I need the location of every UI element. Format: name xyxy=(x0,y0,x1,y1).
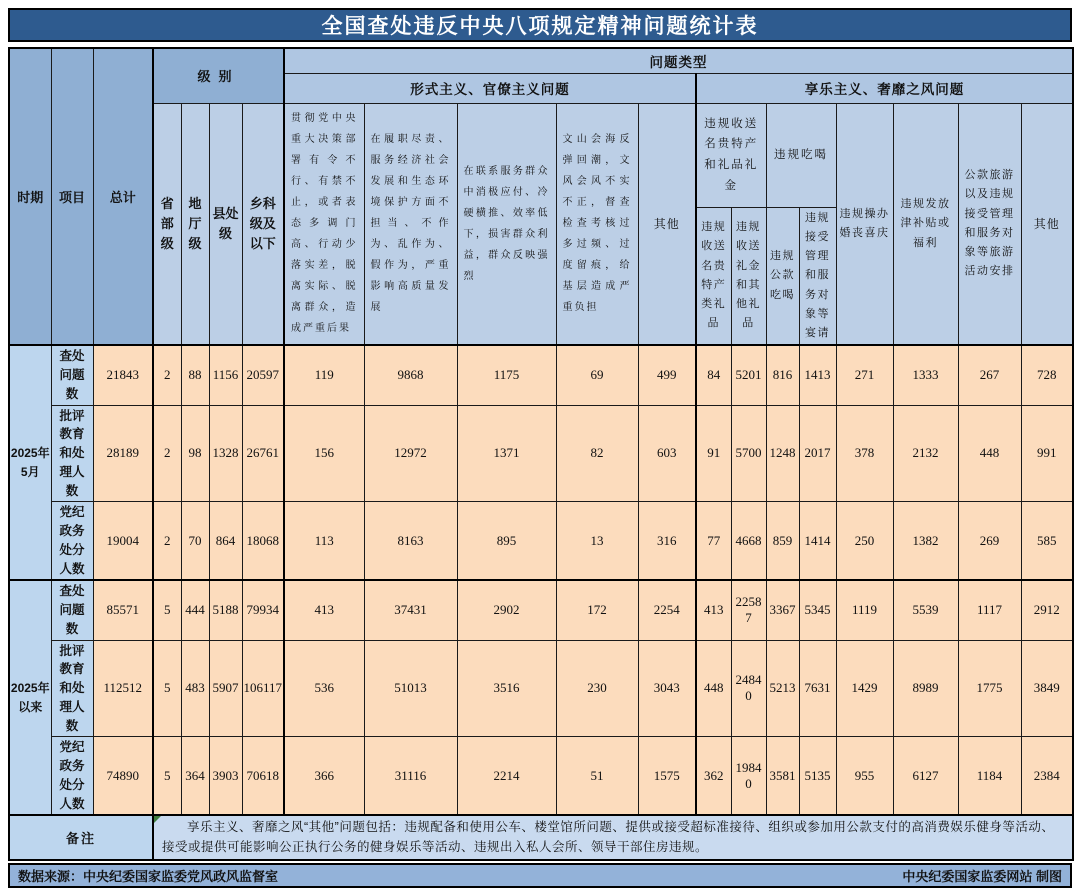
col-group-level: 级别 xyxy=(153,48,284,103)
col-header-gifts-money: 违规收送礼金和其他礼品 xyxy=(731,207,766,345)
note-row xyxy=(9,815,1073,860)
data-cell: 172 xyxy=(556,580,638,640)
data-cell: 991 xyxy=(1021,405,1073,502)
data-cell: 2132 xyxy=(893,405,958,502)
data-cell: 79934 xyxy=(242,580,284,640)
data-cell: 895 xyxy=(457,502,556,581)
data-cell: 2902 xyxy=(457,580,556,640)
data-cell: 362 xyxy=(696,737,731,816)
note-text: 享乐主义、奢靡之风“其他”问题包括：违规配备和使用公车、楼堂馆所问题、提供或接受超标准接待、组织或参加用公款支付的高消费娱乐健身等活动、接受或提供可能影响公正执行公务的健身娱乐等活动、违规出入私人会所、领导干部住房违规。 xyxy=(162,820,1055,854)
data-cell: 106117 xyxy=(242,640,284,737)
data-cell: 26761 xyxy=(242,405,284,502)
data-cell: 1156 xyxy=(209,345,242,405)
data-cell: 8163 xyxy=(364,502,457,581)
data-cell: 2 xyxy=(153,345,181,405)
credit-text: 中央纪委国家监委网站 制图 xyxy=(902,869,1062,884)
data-cell: 3516 xyxy=(457,640,556,737)
data-cell: 1184 xyxy=(958,737,1021,816)
data-cell: 9868 xyxy=(364,345,457,405)
page-title: 全国查处违反中央八项规定精神问题统计表 xyxy=(321,15,759,38)
data-cell: 70618 xyxy=(242,737,284,816)
data-cell: 1575 xyxy=(638,737,696,816)
period-label-may-2025: 2025年5月 xyxy=(9,345,51,580)
data-cell: 8989 xyxy=(893,640,958,737)
col-header-dining-public-funds: 违规公款吃喝 xyxy=(766,207,799,345)
data-cell: 6127 xyxy=(893,737,958,816)
data-cell: 28189 xyxy=(93,405,153,502)
data-cell: 5 xyxy=(153,640,181,737)
data-cell: 448 xyxy=(696,640,731,737)
data-cell: 12972 xyxy=(364,405,457,502)
data-cell: 5188 xyxy=(209,580,242,640)
col-header-level-county: 县处级 xyxy=(209,103,242,345)
data-cell: 728 xyxy=(1021,345,1073,405)
data-cell: 3043 xyxy=(638,640,696,737)
col-header-hedonism-other: 其他 xyxy=(1021,103,1073,345)
data-cell: 2 xyxy=(153,405,181,502)
data-cell: 24840 xyxy=(731,640,766,737)
data-cell: 82 xyxy=(556,405,638,502)
data-cell: 364 xyxy=(181,737,209,816)
row-label: 党纪政务处分人数 xyxy=(51,502,93,581)
data-cell: 603 xyxy=(638,405,696,502)
data-cell: 271 xyxy=(836,345,893,405)
col-group-problem-type: 问题类型 xyxy=(284,48,1073,73)
data-cell: 1117 xyxy=(958,580,1021,640)
data-cell: 2214 xyxy=(457,737,556,816)
col-header-dining-banquets: 违规接受管理和服务对象等宴请 xyxy=(799,207,836,345)
data-cell: 113 xyxy=(284,502,364,581)
data-cell: 5201 xyxy=(731,345,766,405)
data-cell: 5700 xyxy=(731,405,766,502)
data-cell: 585 xyxy=(1021,502,1073,581)
data-cell: 444 xyxy=(181,580,209,640)
note-label: 备注 xyxy=(9,815,153,860)
data-cell: 413 xyxy=(696,580,731,640)
col-header-allowances: 违规发放津补贴或福利 xyxy=(893,103,958,345)
data-cell: 91 xyxy=(696,405,731,502)
data-cell: 5907 xyxy=(209,640,242,737)
row-label: 批评教育和处理人数 xyxy=(51,640,93,737)
data-cell: 119 xyxy=(284,345,364,405)
data-cell: 413 xyxy=(284,580,364,640)
row-label: 查处问题数 xyxy=(51,580,93,640)
data-cell: 21843 xyxy=(93,345,153,405)
data-cell: 5213 xyxy=(766,640,799,737)
col-header-formalism-4: 文山会海反弹回潮，文风会风不实不正，督查检查考核过多过频、过度留痕，给基层造成严重负担 xyxy=(556,103,638,345)
data-cell: 37431 xyxy=(364,580,457,640)
data-cell: 98 xyxy=(181,405,209,502)
data-cell: 4668 xyxy=(731,502,766,581)
data-cell: 2384 xyxy=(1021,737,1073,816)
table-row xyxy=(9,580,1073,640)
data-cell: 1328 xyxy=(209,405,242,502)
data-cell: 1775 xyxy=(958,640,1021,737)
data-cell: 5 xyxy=(153,580,181,640)
data-cell: 5135 xyxy=(799,737,836,816)
data-cell: 499 xyxy=(638,345,696,405)
col-header-formalism-other: 其他 xyxy=(638,103,696,345)
row-label: 批评教育和处理人数 xyxy=(51,405,93,502)
data-cell: 1371 xyxy=(457,405,556,502)
data-cell: 70 xyxy=(181,502,209,581)
data-cell: 1333 xyxy=(893,345,958,405)
data-cell: 483 xyxy=(181,640,209,737)
col-header-formalism-1: 贯彻党中央重大决策部署有令不行、有禁不止，或者表态多调门高、行动少落实差，脱离实际、脱离群众，造成严重后果 xyxy=(284,103,364,345)
footer-bar xyxy=(8,863,1072,888)
col-header-level-township: 乡科级及以下 xyxy=(242,103,284,345)
table-row xyxy=(9,345,1073,405)
data-cell: 1414 xyxy=(799,502,836,581)
table-row xyxy=(9,405,1073,502)
data-cell: 51013 xyxy=(364,640,457,737)
col-header-period: 时期 xyxy=(9,48,51,345)
data-cell: 2017 xyxy=(799,405,836,502)
col-header-gifts-specialty: 违规收送名贵特产类礼品 xyxy=(696,207,731,345)
col-header-public-funded-travel: 公款旅游以及违规接受管理和服务对象等旅游活动安排 xyxy=(958,103,1021,345)
data-cell: 378 xyxy=(836,405,893,502)
data-cell: 5 xyxy=(153,737,181,816)
data-cell: 31116 xyxy=(364,737,457,816)
data-cell: 7631 xyxy=(799,640,836,737)
col-header-total: 总计 xyxy=(93,48,153,345)
table-row xyxy=(9,640,1073,737)
data-cell: 269 xyxy=(958,502,1021,581)
data-cell: 859 xyxy=(766,502,799,581)
data-cell: 1119 xyxy=(836,580,893,640)
data-cell: 13 xyxy=(556,502,638,581)
data-cell: 22587 xyxy=(731,580,766,640)
table-title-bar xyxy=(8,8,1072,42)
data-cell: 1429 xyxy=(836,640,893,737)
data-cell: 2 xyxy=(153,502,181,581)
col-header-formalism-3: 在联系服务群众中消极应付、冷硬横推、效率低下，损害群众利益，群众反映强烈 xyxy=(457,103,556,345)
data-cell: 84 xyxy=(696,345,731,405)
col-group-hedonism: 享乐主义、奢靡之风问题 xyxy=(696,73,1073,103)
table-row xyxy=(9,737,1073,816)
data-cell: 230 xyxy=(556,640,638,737)
data-cell: 85571 xyxy=(93,580,153,640)
data-cell: 3903 xyxy=(209,737,242,816)
data-cell: 5345 xyxy=(799,580,836,640)
data-cell: 1175 xyxy=(457,345,556,405)
data-cell: 20597 xyxy=(242,345,284,405)
data-cell: 316 xyxy=(638,502,696,581)
col-header-level-prefecture: 地厅级 xyxy=(181,103,209,345)
note-cell xyxy=(153,815,1073,860)
col-group-formalism: 形式主义、官僚主义问题 xyxy=(284,73,696,103)
data-cell: 955 xyxy=(836,737,893,816)
col-header-weddings-funerals: 违规操办婚丧喜庆 xyxy=(836,103,893,345)
col-group-gifts: 违规收送名贵特产和礼品礼金 xyxy=(696,103,766,207)
data-cell: 88 xyxy=(181,345,209,405)
data-cell: 267 xyxy=(958,345,1021,405)
data-cell: 1413 xyxy=(799,345,836,405)
data-cell: 1248 xyxy=(766,405,799,502)
data-cell: 3849 xyxy=(1021,640,1073,737)
data-source-text: 数据来源：中央纪委国家监委党风政风监督室 xyxy=(18,869,279,884)
data-cell: 2912 xyxy=(1021,580,1073,640)
data-cell: 366 xyxy=(284,737,364,816)
data-cell: 864 xyxy=(209,502,242,581)
data-cell: 250 xyxy=(836,502,893,581)
data-cell: 19004 xyxy=(93,502,153,581)
data-cell: 77 xyxy=(696,502,731,581)
data-cell: 5539 xyxy=(893,580,958,640)
period-label-since-2025: 2025年以来 xyxy=(9,580,51,815)
row-label: 党纪政务处分人数 xyxy=(51,737,93,816)
data-cell: 74890 xyxy=(93,737,153,816)
data-cell: 448 xyxy=(958,405,1021,502)
col-header-level-province: 省部级 xyxy=(153,103,181,345)
note-corner-marker xyxy=(154,816,161,823)
data-cell: 156 xyxy=(284,405,364,502)
row-label: 查处问题数 xyxy=(51,345,93,405)
table-row xyxy=(9,502,1073,581)
data-cell: 69 xyxy=(556,345,638,405)
col-header-formalism-2: 在履职尽责、服务经济社会发展和生态环境保护方面不担当、不作为、乱作为、假作为，严重影响高质量发展 xyxy=(364,103,457,345)
data-cell: 816 xyxy=(766,345,799,405)
statistics-table xyxy=(8,47,1074,861)
data-cell: 18068 xyxy=(242,502,284,581)
col-header-item: 项目 xyxy=(51,48,93,345)
data-cell: 51 xyxy=(556,737,638,816)
data-cell: 536 xyxy=(284,640,364,737)
data-cell: 3367 xyxy=(766,580,799,640)
data-cell: 19840 xyxy=(731,737,766,816)
data-cell: 3581 xyxy=(766,737,799,816)
data-cell: 112512 xyxy=(93,640,153,737)
data-cell: 2254 xyxy=(638,580,696,640)
data-cell: 1382 xyxy=(893,502,958,581)
col-group-dining: 违规吃喝 xyxy=(766,103,836,207)
